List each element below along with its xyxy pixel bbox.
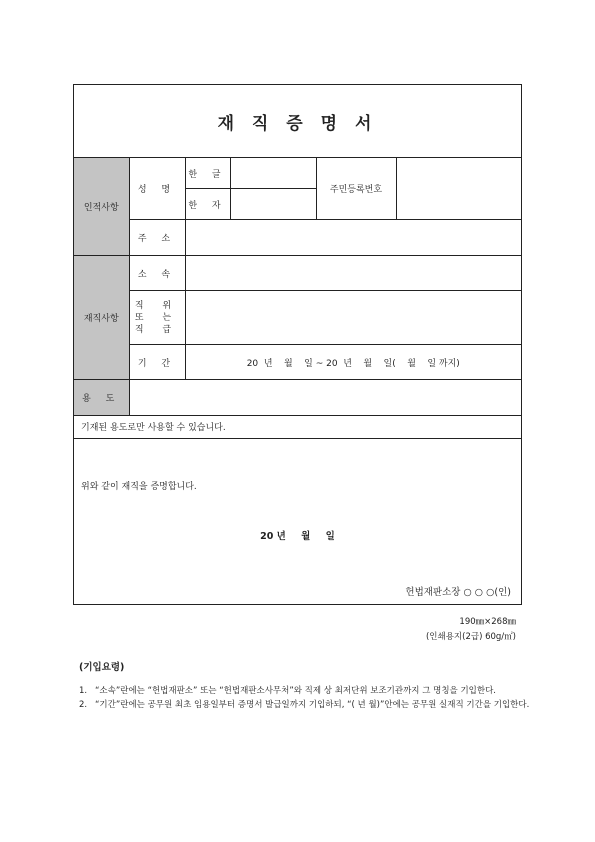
guide-item-text: “소속”란에는 “헌법재판소” 또는 “헌법재판소사무처”와 직제 상 최저단위 보조기관까지 그 명칭을 기입한다. <box>95 686 497 696</box>
usage-note: 기재된 용도로만 사용할 수 있습니다. <box>74 415 521 439</box>
hanja-name-field[interactable] <box>230 189 316 220</box>
purpose-field[interactable] <box>129 380 521 416</box>
guide-item: 2. “기간”란에는 공무원 최초 임용일부터 증명서 발급일까지 기입하되, “( 년 월)”안에는 공무원 실재직 기간을 기입한다. <box>79 699 539 713</box>
issuer-signature: 헌법재판소장 ○ ○ ○(인) <box>405 587 511 598</box>
affiliation-field[interactable] <box>185 256 521 291</box>
purpose-label: 용 도 <box>74 380 129 416</box>
address-label: 주 소 <box>129 220 185 256</box>
guide-list <box>79 685 539 712</box>
hanja-label: 한 자 <box>185 189 230 220</box>
period-label: 기 간 <box>129 345 185 380</box>
employment-section-label: 재직사항 <box>74 256 129 380</box>
guide-item-text: “기간”란에는 공무원 최초 임용일부터 증명서 발급일까지 기입하되, “( 년 월)”안에는 공무원 실재직 기간을 기입한다. <box>95 699 530 710</box>
rrn-label: 주민등록번호 <box>316 158 396 220</box>
guide-item: 1. “소속”란에는 “헌법재판소” 또는 “헌법재판소사무처”와 직제 상 최저단위 보조기관까지 그 명칭을 기입한다. <box>79 685 539 699</box>
hangul-label: 한 글 <box>185 158 230 189</box>
paper-spec <box>426 615 516 645</box>
certify-text: 위와 같이 재직을 증명합니다. <box>81 482 197 492</box>
issue-date <box>74 528 521 542</box>
period-field[interactable] <box>185 345 521 380</box>
paper-size: 190㎜×268㎜ <box>459 617 516 627</box>
date-year: 20 년 <box>260 531 286 542</box>
position-label: 직 위 또 는 직 급 <box>129 291 185 345</box>
affiliation-label: 소 속 <box>129 256 185 291</box>
info-table <box>74 157 521 416</box>
period-text: 20 년 월 일 ~ 20 년 월 일( 월 일 까지) <box>246 358 460 369</box>
paper-stock: (인쇄용지(2급) 60g/㎡) <box>425 632 516 642</box>
guide-title: (기입요령) <box>79 662 125 673</box>
hangul-name-field[interactable] <box>230 158 316 189</box>
address-field[interactable] <box>185 220 521 256</box>
rrn-field[interactable] <box>396 158 521 220</box>
personal-section-label: 인적사항 <box>74 158 129 256</box>
name-label: 성 명 <box>129 158 185 220</box>
date-month: 월 <box>301 531 311 542</box>
certificate-form <box>73 84 522 605</box>
form-title: 재 직 증 명 서 <box>74 85 521 158</box>
position-field[interactable] <box>185 291 521 345</box>
date-day: 일 <box>325 531 335 542</box>
